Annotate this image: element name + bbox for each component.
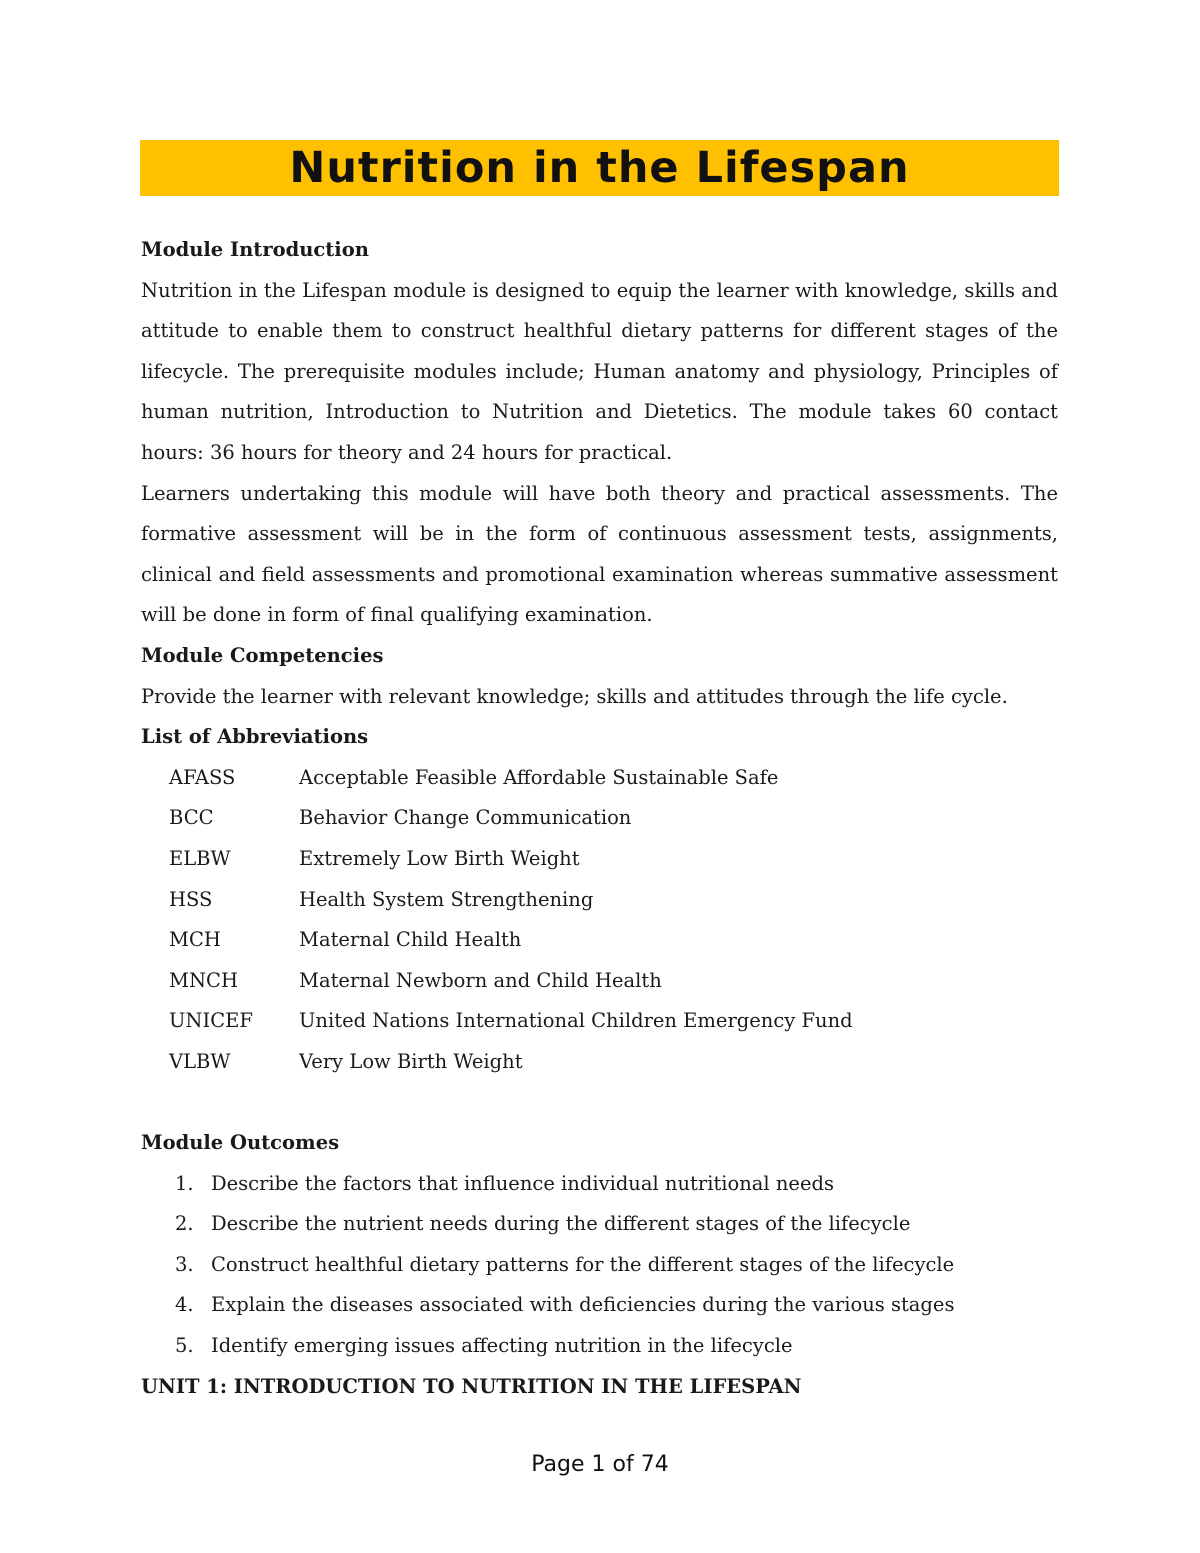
document-body	[141, 230, 1058, 1407]
outcome-number: 1.	[175, 1171, 194, 1195]
outcomes-list	[141, 1164, 1058, 1367]
abbreviation-row	[141, 1042, 1058, 1083]
outcome-item	[141, 1326, 1058, 1367]
outcome-item	[141, 1204, 1058, 1245]
abbreviation-meaning: Maternal Newborn and Child Health	[299, 968, 662, 992]
abbreviation-term: VLBW	[169, 1049, 231, 1073]
abbreviation-meaning: Very Low Birth Weight	[299, 1049, 523, 1073]
outcome-text: Explain the diseases associated with deficiencies during the various stages	[211, 1293, 955, 1317]
outcome-item	[141, 1285, 1058, 1326]
unit-heading: UNIT 1: INTRODUCTION TO NUTRITION IN THE LIFESPAN	[141, 1374, 802, 1398]
outcome-number: 5.	[175, 1334, 194, 1358]
abbreviation-term: ELBW	[169, 846, 231, 870]
abbreviation-meaning: Extremely Low Birth Weight	[299, 846, 580, 870]
abbreviation-row	[141, 961, 1058, 1002]
outcomes-heading: Module Outcomes	[141, 1131, 340, 1155]
page-number: Page 1 of 74	[531, 1452, 669, 1477]
abbreviation-row	[141, 758, 1058, 799]
title-banner	[140, 140, 1059, 196]
abbreviations-heading: List of Abbreviations	[141, 725, 369, 749]
abbreviation-row	[141, 798, 1058, 839]
intro-heading: Module Introduction	[141, 238, 369, 261]
abbreviation-row	[141, 920, 1058, 961]
abbreviation-meaning: Health System Strengthening	[299, 887, 594, 911]
abbreviation-term: MCH	[169, 928, 221, 952]
abbreviations-list	[141, 758, 1058, 1083]
competencies-heading: Module Competencies	[141, 643, 384, 667]
intro-paragraph-1: Nutrition in the Lifespan module is designed to equip the learner with knowledge, skills and attitude to enable them to construct healthful dietary patterns for different stages of the lifecycle. The prerequisite modules include; Human anatomy and physiology, Principles of human nutrition, Introduction to Nutrition and Dietetics. The module takes 60 contact hours: 36 hours for theory and 24 hours for practical.	[141, 278, 1058, 464]
abbreviation-term: BCC	[169, 806, 214, 830]
outcome-text: Construct healthful dietary patterns for the different stages of the lifecycle	[211, 1252, 955, 1276]
outcome-text: Describe the nutrient needs during the different stages of the lifecycle	[211, 1212, 911, 1236]
outcome-text: Describe the factors that influence individual nutritional needs	[211, 1171, 835, 1195]
outcome-number: 4.	[175, 1293, 194, 1317]
outcome-number: 2.	[175, 1212, 194, 1236]
outcome-text: Identify emerging issues affecting nutrition in the lifecycle	[211, 1334, 793, 1358]
outcome-number: 3.	[175, 1252, 194, 1276]
competencies-text: Provide the learner with relevant knowledge; skills and attitudes through the life cycle.	[141, 684, 1008, 708]
outcome-item	[141, 1245, 1058, 1286]
abbreviation-term: MNCH	[169, 968, 238, 992]
document-title: Nutrition in the Lifespan	[289, 143, 910, 193]
abbreviation-row	[141, 1001, 1058, 1042]
spacer	[141, 1082, 1058, 1123]
abbreviation-term: AFASS	[169, 765, 236, 789]
abbreviation-meaning: United Nations International Children Emergency Fund	[299, 1009, 853, 1033]
abbreviation-term: HSS	[169, 887, 213, 911]
abbreviation-term: UNICEF	[169, 1009, 253, 1033]
abbreviation-meaning: Maternal Child Health	[299, 928, 522, 952]
intro-paragraph-2: Learners undertaking this module will have both theory and practical assessments. The formative assessment will be in the form of continuous assessment tests, assignments, clinical and field assessments and promotional examination whereas summative assessment will be done in form of final qualifying examination.	[141, 481, 1058, 627]
abbreviation-meaning: Behavior Change Communication	[299, 806, 632, 830]
outcome-item	[141, 1164, 1058, 1205]
abbreviation-row	[141, 880, 1058, 921]
abbreviation-row	[141, 839, 1058, 880]
abbreviation-meaning: Acceptable Feasible Affordable Sustainable Safe	[299, 765, 779, 789]
